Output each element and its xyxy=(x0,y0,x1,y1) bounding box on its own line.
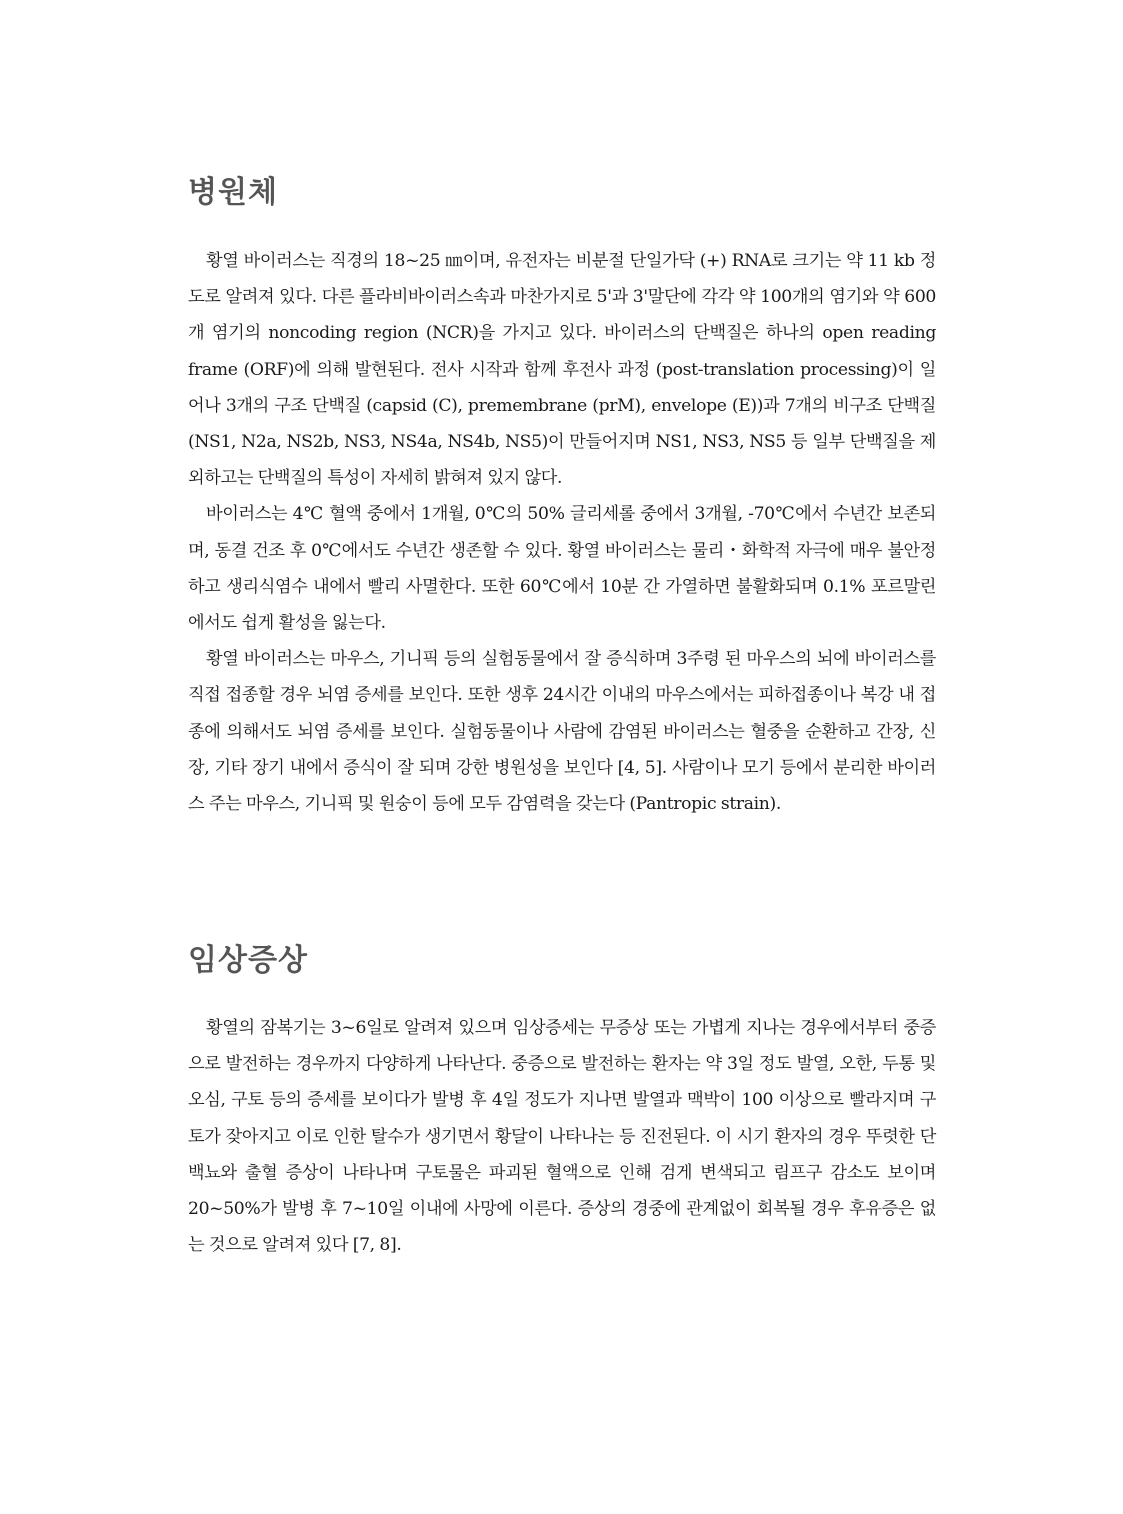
section-heading-pathogen: 병원체 xyxy=(188,175,278,210)
paragraph: 황열의 잠복기는 3~6일로 알려져 있으며 임상증세는 무증상 또는 가볍게 지나는 경우에서부터 중증으로 발전하는 경우까지 다양하게 나타난다. 중증으로 발전하는 환자는 약 3일 정도 발열, 오한, 두통 및 오심, 구토 등의 증세를 보이다가 발병 후 4일 정도가 지나면 발열과 맥박이 100 이상으로 빨라지며 구토가 잦아지고 이로 인한 탈수가 생기면서 황달이 나타나는 등 진전된다. 이 시기 환자의 경우 뚜렷한 단백뇨와 출혈 증상이 나타나며 구토물은 파괴된 혈액으로 인해 검게 변색되고 림프구 감소도 보이며 20~50%가 발병 후 7~10일 이내에 사망에 이른다. 증상의 경중에 관계없이 회복될 경우 후유증은 없는 것으로 알려져 있다 [7, 8]. xyxy=(188,1018,936,1256)
paragraph: 황열 바이러스는 마우스, 기니픽 등의 실험동물에서 잘 증식하며 3주령 된 마우스의 뇌에 바이러스를 직접 접종할 경우 뇌염 증세를 보인다. 또한 생후 24시간 이내의 마우스에서는 피하접종이나 복강 내 접종에 의해서도 뇌염 증세를 보인다. 실험동물이나 사람에 감염된 바이러스는 혈중을 순환하고 간장, 신장, 기타 장기 내에서 증식이 잘 되며 강한 병원성을 보인다 [4, 5]. 사람이나 모기 등에서 분리한 바이러스 주는 마우스, 기니픽 및 원숭이 등에 모두 감염력을 갖는다 (Pantropic strain). xyxy=(188,649,936,815)
section-body-clinical-symptoms xyxy=(188,1010,936,1263)
paragraph: 황열 바이러스는 직경의 18~25 ㎚이며, 유전자는 비분절 단일가닥 (+) RNA로 크기는 약 11 kb 정도로 알려져 있다. 다른 플라비바이러스속과 마찬가지로 5'과 3'말단에 각각 약 100개의 염기와 약 600개 염기의 noncoding region (NCR)을 가지고 있다. 바이러스의 단백질은 하나의 open reading frame (ORF)에 의해 발현된다. 전사 시작과 함께 후전사 과정 (post-translation processing)이 일어나 3개의 구조 단백질 (capsid (C), premembrane (prM), envelope (E))과 7개의 비구조 단백질 (NS1, N2a, NS2b, NS3, NS4a, NS4b, NS5)이 만들어지며 NS1, NS3, NS5 등 일부 단백질을 제외하고는 단백질의 특성이 자세히 밝혀져 있지 않다. xyxy=(188,251,936,489)
section-body-pathogen xyxy=(188,243,936,822)
paragraph: 바이러스는 4℃ 혈액 중에서 1개월, 0℃의 50% 글리세롤 중에서 3개월, -70℃에서 수년간 보존되며, 동결 건조 후 0℃에서도 수년간 생존할 수 있다. 황열 바이러스는 물리・화학적 자극에 매우 불안정하고 생리식염수 내에서 빨리 사멸한다. 또한 60℃에서 10분 간 가열하면 불활화되며 0.1% 포르말린에서도 쉽게 활성을 잃는다. xyxy=(188,504,936,634)
section-heading-clinical-symptoms: 임상증상 xyxy=(188,943,308,978)
